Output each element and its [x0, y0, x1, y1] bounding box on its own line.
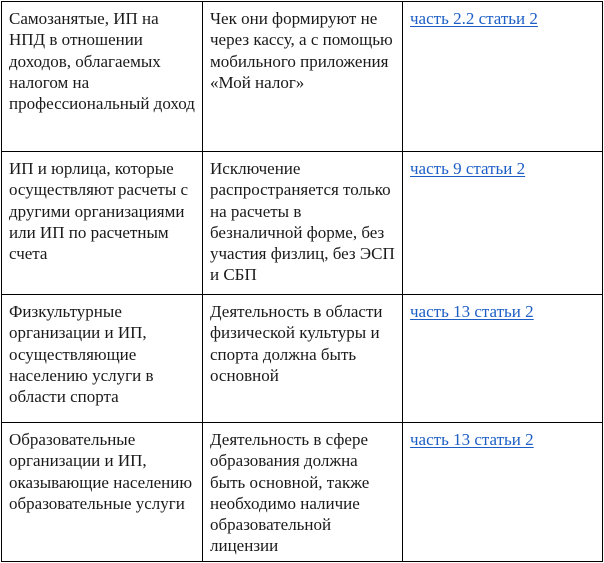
- cell-condition: Чек они формируют не через кассу, а с помощью мобильного приложения «Мой налог»: [203, 2, 403, 152]
- cell-reference: [403, 2, 603, 152]
- cell-who: Самозанятые, ИП на НПД в отношении доходов, облагаемых налогом на профессиональный доход: [2, 2, 203, 152]
- cell-condition: Деятельность в сфере образования должна быть основной, также необходимо наличие образовательной лицензии: [203, 423, 403, 562]
- law-reference-link[interactable]: часть 9 статьи 2: [410, 159, 526, 178]
- cell-who: ИП и юрлица, которые осуществляют расчеты с другими организациями или ИП по расчетным счета: [2, 152, 203, 295]
- law-reference-link[interactable]: часть 13 статьи 2: [410, 302, 534, 321]
- cell-reference: [403, 295, 603, 423]
- cell-who: Физкультурные организации и ИП, осуществляющие населению услуги в области спорта: [2, 295, 203, 423]
- cell-condition: Деятельность в области физической культуры и спорта должна быть основной: [203, 295, 403, 423]
- cell-condition: Исключение распространяется только на расчеты в безналичной форме, без участия физлиц, без ЭСП и СБП: [203, 152, 403, 295]
- law-reference-link[interactable]: часть 2.2 статьи 2: [410, 9, 538, 28]
- cell-reference: [403, 423, 603, 562]
- table-row: [2, 423, 603, 562]
- law-reference-link[interactable]: часть 13 статьи 2: [410, 430, 534, 449]
- table-row: [2, 295, 603, 423]
- table-row: [2, 152, 603, 295]
- cell-who: Образовательные организации и ИП, оказывающие населению образовательные услуги: [2, 423, 203, 562]
- table-row: [2, 2, 603, 152]
- cell-reference: [403, 152, 603, 295]
- exemptions-table: [1, 1, 603, 562]
